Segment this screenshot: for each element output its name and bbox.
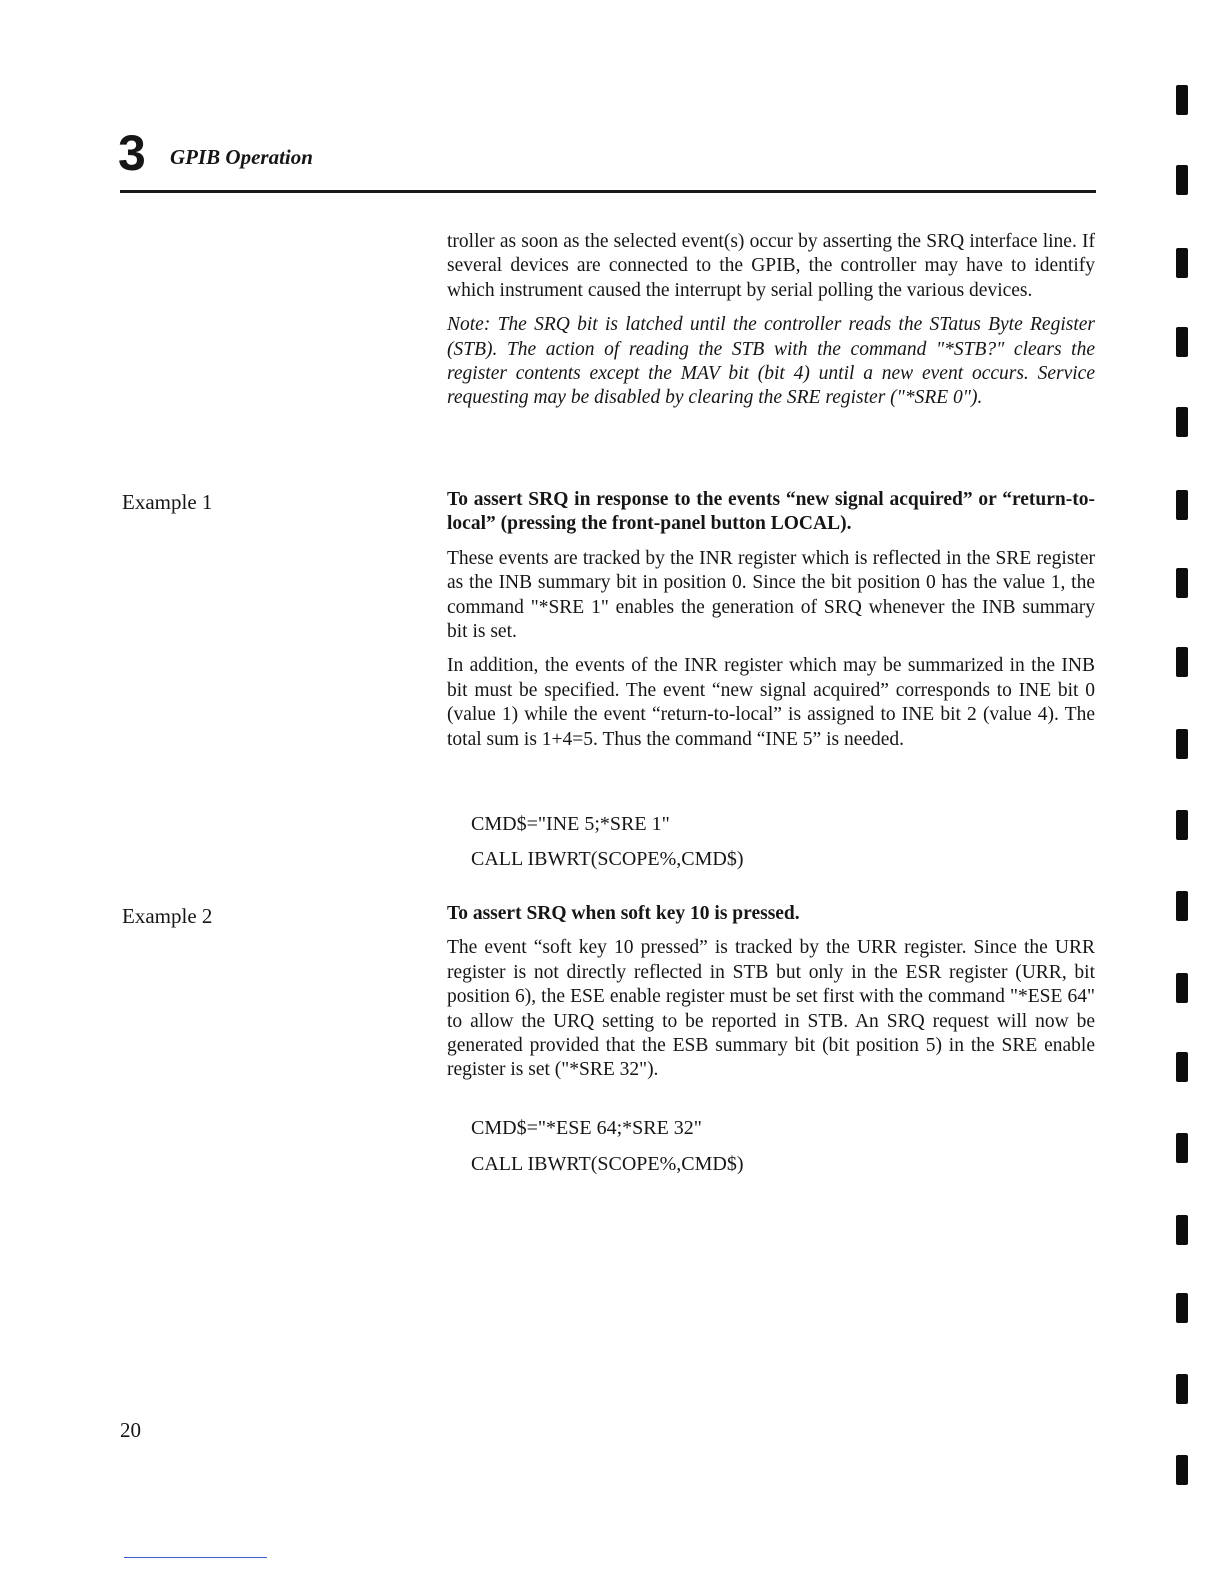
binding-edge-mark: [1176, 1455, 1188, 1485]
example-1-code-line-2: CALL IBWRT(SCOPE%,CMD$): [471, 848, 744, 870]
example-2-label: Example 2: [122, 904, 213, 928]
scan-artifact-line: [124, 1557, 267, 1558]
example-2-code-line-1: CMD$="*ESE 64;*SRE 32": [471, 1117, 702, 1139]
binding-edge-mark: [1176, 891, 1188, 921]
example-2-heading: To assert SRQ when soft key 10 is pressed.: [447, 903, 800, 924]
example-1-paragraph-1: These events are tracked by the INR register which is reflected in the SRE register as the INB summary bit in position 0. Since the bit position 0 has the value 1, the command "*SRE 1" enables the generation of SRQ whenever the INB summary bit is set.: [447, 547, 1095, 643]
binding-edge-mark: [1176, 973, 1188, 1003]
binding-edge-mark: [1176, 490, 1188, 520]
chapter-title: GPIB Operation: [170, 145, 313, 169]
binding-edge-mark: [1176, 407, 1188, 437]
example-2-paragraph-1: The event “soft key 10 pressed” is tracked by the URR register. Since the URR register is not directly reflected in STB but only in the ESR register (URR, bit position 6), the ESE enable register must be set first with the command "*ESE 64" to allow the URQ setting to be reported in STB. An SRQ request will now be generated provided that the ESB summary bit (bit position 5) in the SRE enable register is set ("*SRE 32").: [447, 937, 1095, 1081]
binding-edge-mark: [1176, 568, 1188, 598]
binding-edge-mark: [1176, 165, 1188, 195]
example-1-heading: To assert SRQ in response to the events “new signal acquired” or “return-to-local” (pressing the front-panel button LOCAL).: [447, 489, 1095, 535]
binding-edge-mark: [1176, 1374, 1188, 1404]
example-1-paragraph-2: In addition, the events of the INR register which may be summarized in the INB bit must be specified. The event “new signal acquired” corresponds to INE bit 0 (value 1) while the event “return-to-local” is assigned to INE bit 2 (value 4). The total sum is 1+4=5. Thus the command “INE 5” is needed.: [447, 655, 1095, 750]
header-rule: [120, 190, 1096, 193]
binding-edge-mark: [1176, 1052, 1188, 1082]
binding-edge-mark: [1176, 729, 1188, 759]
intro-paragraph: troller as soon as the selected event(s) occur by asserting the SRQ interface line. If several devices are connected to the GPIB, the controller may have to identify which instrument caused the interrupt by serial polling the various devices.: [447, 231, 1095, 301]
chapter-number: 3: [118, 125, 146, 181]
example-1-code-line-1: CMD$="INE 5;*SRE 1": [471, 813, 670, 835]
example-2-code-line-2: CALL IBWRT(SCOPE%,CMD$): [471, 1153, 744, 1175]
binding-edge-mark: [1176, 327, 1188, 357]
binding-edge-mark: [1176, 85, 1188, 115]
intro-section: [447, 230, 1095, 411]
binding-edge-mark: [1176, 248, 1188, 278]
page-number: 20: [120, 1418, 141, 1442]
binding-edge-mark: [1176, 810, 1188, 840]
binding-edge-mark: [1176, 1133, 1188, 1163]
example-1-label: Example 1: [122, 490, 213, 514]
note-paragraph: Note: The SRQ bit is latched until the controller reads the STatus Byte Register (STB). The action of reading the STB with the command "*STB?" clears the register contents except the MAV bit (bit 4) until a new event occurs. Service requesting may be disabled by clearing the SRE register ("*SRE 0").: [447, 314, 1095, 409]
example-2-section: [447, 902, 1095, 1083]
binding-edge-mark: [1176, 1215, 1188, 1245]
binding-edge-mark: [1176, 1293, 1188, 1323]
example-1-section: [447, 488, 1095, 752]
binding-edge-mark: [1176, 647, 1188, 677]
